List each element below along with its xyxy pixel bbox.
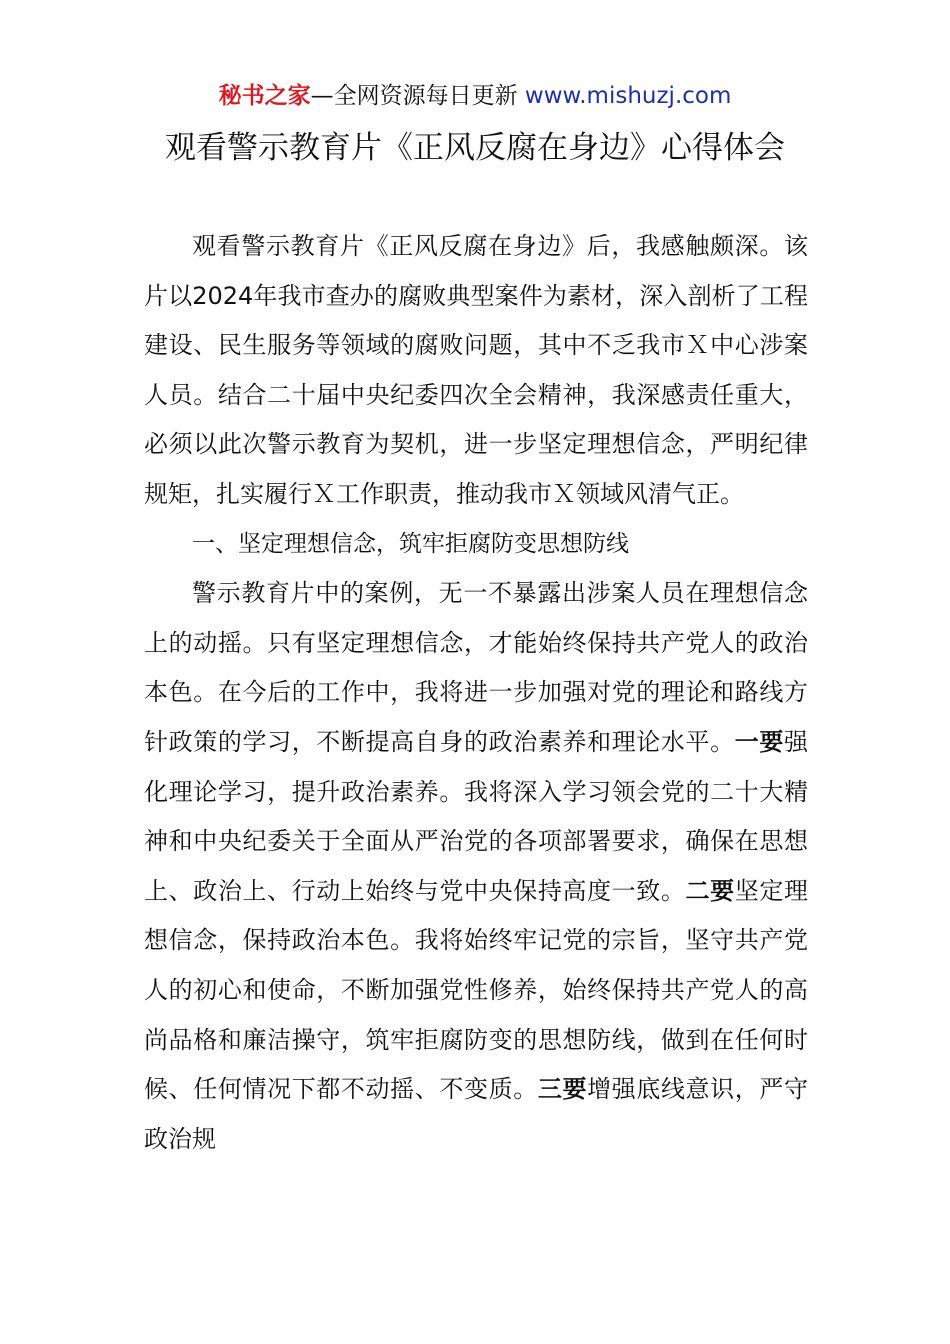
section-1-text-a: 警示教育片中的案例，无一不暴露出涉案人员在理想信念上的动摇。只有坚定理想信念，才能始终保持共产党人的政治本色。在今后的工作中，我将进一步加强对党的理论和路线方针政策的学习，不断提高自身的政治素养和理论水平。 [144, 579, 808, 756]
section-1-text-b: 强化理论学习，提升政治素养。我将深入学习领会党的二十大精神和中央纪委关于全面从严治党的各项部署要求，确保在思想上、政治上、行动上始终与党中央保持高度一致。 [144, 727, 809, 905]
site-url-link[interactable]: www.mishuzj.com [524, 83, 732, 109]
section-1-heading: 一、坚定理想信念，筑牢拒腐防变思想防线 [192, 530, 629, 557]
section-1-paragraph [144, 569, 808, 1164]
point-3-label: 三要 [537, 1075, 588, 1104]
intro-paragraph: 观看警示教育片《正风反腐在身边》后，我感触颇深。该片以2024年我市查办的腐败典型案件为素材，深入剖析了工程建设、民生服务等领域的腐败问题，其中不乏我市Ｘ中心涉案人员。结合二十届中央纪委四次全会精神，我深感责任重大，必须以此次警示教育为契机，进一步坚定理想信念，严明纪律规矩，扎实履行Ｘ工作职责，推动我市Ｘ领域风清气正。 [144, 232, 808, 508]
document-body [144, 222, 808, 1164]
document-title: 观看警示教育片《正风反腐在身边》心得体会 [165, 130, 785, 166]
section-1-text-d: 增强底线意识，严守政治规 [144, 1075, 809, 1153]
banner-tagline: —全网资源每日更新 [310, 83, 525, 109]
point-2-label: 二要 [685, 876, 735, 905]
brand-name: 秘书之家 [218, 83, 311, 109]
point-1-label: 一要 [734, 727, 785, 756]
site-banner [0, 80, 950, 112]
section-1-text-c: 坚定理想信念，保持政治本色。我将始终牢记党的宗旨，坚守共产党人的初心和使命，不断加强党性修养，始终保持共产党人的高尚品格和廉洁操守，筑牢拒腐防变的思想防线，做到在任何时候、任何情况下都不动摇、不变质。 [144, 876, 809, 1104]
